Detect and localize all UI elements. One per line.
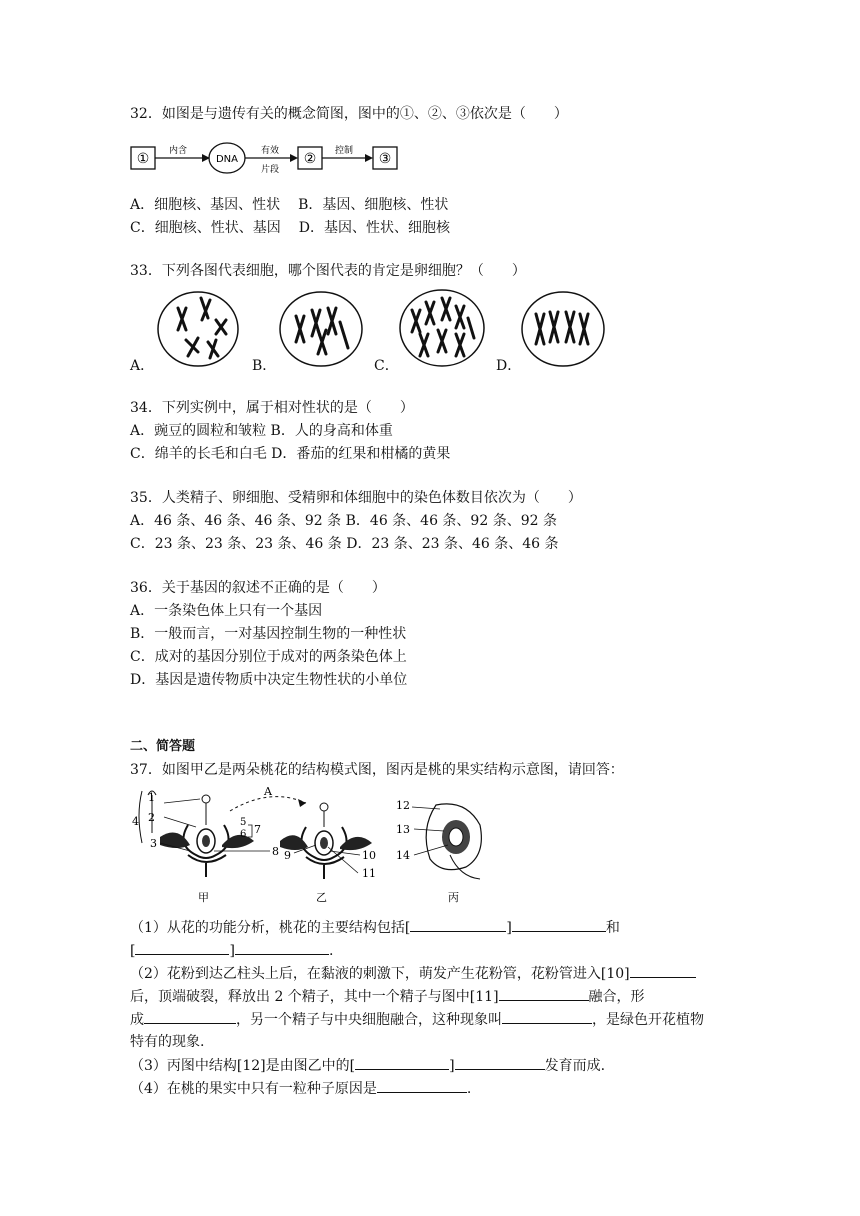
q37-p2-text-a: （2）花粉到达乙柱头上后，在黏液的刺激下，萌发产生花粉管，花粉管进入[10] bbox=[130, 966, 630, 982]
q33-label-c: C． bbox=[374, 358, 399, 374]
answer-blank-4[interactable] bbox=[235, 940, 329, 955]
q37-p1-text-f: . bbox=[328, 943, 334, 959]
cell-c-image bbox=[398, 288, 486, 368]
q37-p2-text-f: ，是绿色开花植物 bbox=[592, 1012, 704, 1028]
answer-blank-9[interactable] bbox=[355, 1055, 449, 1070]
q37-part2-line4 bbox=[130, 1032, 204, 1052]
fig-num-4: 4 bbox=[132, 815, 139, 828]
diagram-arrow3-label: 控制 bbox=[334, 146, 354, 156]
q34-stem: 34．下列实例中，属于相对性状的是（ ） bbox=[130, 400, 414, 416]
section-heading: 二、简答题 bbox=[130, 739, 196, 754]
q37-p3-text-b: ] bbox=[449, 1058, 455, 1074]
diagram-box3-label: ③ bbox=[378, 151, 392, 167]
q37-p3-text-a: （3）丙图中结构[12]是由图乙中的[ bbox=[130, 1058, 356, 1074]
answer-blank-3[interactable] bbox=[135, 940, 229, 955]
peach-flower-diagram bbox=[130, 785, 500, 907]
answer-blank-10[interactable] bbox=[455, 1055, 545, 1070]
fig-num-10: 10 bbox=[362, 849, 376, 862]
q37-p1-text-b: ] bbox=[506, 920, 512, 936]
q36-option-d: D．基因是遗传物质中决定生物性状的小单位 bbox=[130, 672, 408, 688]
answer-blank-1[interactable] bbox=[410, 917, 506, 932]
fig-label-jia: 甲 bbox=[198, 891, 209, 904]
q37-p1-text-e: ] bbox=[229, 943, 235, 959]
fig-num-1: 1 bbox=[148, 791, 155, 804]
fig-num-14: 14 bbox=[396, 849, 410, 862]
fig-num-6: 6 bbox=[240, 829, 247, 840]
fig-num-13: 13 bbox=[396, 823, 410, 836]
diagram-box2-label: ② bbox=[303, 151, 317, 167]
q35-options-row1: A．46 条、46 条、46 条、92 条 B．46 条、46 条、92 条、92 条 bbox=[130, 513, 557, 529]
q37-part1-line1 bbox=[130, 917, 620, 938]
answer-blank-6[interactable] bbox=[499, 986, 589, 1001]
fig-num-3: 3 bbox=[150, 837, 157, 850]
q37-p2-text-d: 成 bbox=[130, 1012, 144, 1028]
q37-p4-text-a: （4）在桃的果实中只有一粒种子原因是 bbox=[130, 1081, 377, 1097]
q37-part2-line3 bbox=[130, 1009, 704, 1030]
cell-b-image bbox=[278, 290, 364, 368]
q34-options-row2: C．绵羊的长毛和白毛 D．番茄的红果和柑橘的黄果 bbox=[130, 446, 451, 462]
q33-stem: 33．下列各图代表细胞，哪个图代表的肯定是卵细胞？（ ） bbox=[130, 263, 526, 279]
fig-num-11: 11 bbox=[362, 867, 376, 880]
q32-options-row2 bbox=[130, 218, 450, 238]
q32-option-a: A．细胞核、基因、性状 bbox=[130, 197, 281, 213]
q33-label-d: D． bbox=[496, 358, 522, 374]
q37-p1-text-c: 和 bbox=[605, 920, 620, 936]
diagram-arrow1-label: 内含 bbox=[168, 146, 188, 156]
q37-p2-text-b: 后，顶端破裂，释放出 2 个精子，其中一个精子与图中[11] bbox=[130, 989, 499, 1005]
answer-blank-5[interactable] bbox=[630, 963, 696, 978]
answer-blank-7[interactable] bbox=[144, 1009, 236, 1024]
q37-p1-text-a: （1）从花的功能分析，桃花的主要结构包括[ bbox=[130, 920, 411, 936]
diagram-arrow2-top: 有效 bbox=[260, 146, 280, 156]
q36-option-a: A．一条染色体上只有一个基因 bbox=[130, 603, 323, 619]
q32-options-row1 bbox=[130, 195, 448, 215]
q36-option-b: B．一般而言，一对基因控制生物的一种性状 bbox=[130, 626, 407, 642]
q37-part3 bbox=[130, 1055, 605, 1076]
q37-p3-text-c: 发育而成. bbox=[544, 1058, 606, 1074]
q35-options-row2: C．23 条、23 条、23 条、46 条 D．23 条、23 条、46 条、46 条 bbox=[130, 536, 559, 552]
answer-blank-2[interactable] bbox=[512, 917, 606, 932]
fig-num-8: 8 bbox=[272, 845, 279, 858]
q33-label-a: A． bbox=[130, 358, 155, 374]
fig-num-9: 9 bbox=[284, 849, 291, 862]
fig-num-7: 7 bbox=[254, 823, 261, 836]
q37-part4 bbox=[130, 1078, 471, 1099]
q32-stem: 32．如图是与遗传有关的概念简图，图中的①、②、③依次是（ ） bbox=[130, 106, 568, 122]
answer-blank-11[interactable] bbox=[377, 1078, 467, 1093]
q32-option-c: C．细胞核、性状、基因 bbox=[130, 220, 281, 236]
q37-p2-text-g: 特有的现象. bbox=[130, 1034, 205, 1050]
q37-p2-text-e: ，另一个精子与中央细胞融合，这种现象叫 bbox=[236, 1012, 502, 1028]
q37-stem: 37．如图甲乙是两朵桃花的结构模式图，图丙是桃的果实结构示意图，请回答： bbox=[130, 762, 624, 778]
answer-blank-8[interactable] bbox=[502, 1009, 592, 1024]
q32-concept-diagram bbox=[130, 140, 400, 176]
fig-label-A: A bbox=[264, 785, 272, 798]
fig-num-12: 12 bbox=[396, 799, 410, 812]
q37-p2-text-c: 融合，形 bbox=[588, 989, 645, 1005]
fig-num-5: 5 bbox=[240, 817, 247, 828]
q36-option-c: C．成对的基因分别位于成对的两条染色体上 bbox=[130, 649, 407, 665]
q35-stem: 35．人类精子、卵细胞、受精卵和体细胞中的染色体数目依次为（ ） bbox=[130, 490, 582, 506]
diagram-circle-label: DNA bbox=[215, 154, 239, 165]
diagram-arrow2-bottom: 片段 bbox=[260, 165, 280, 175]
q37-p1-text-d: [ bbox=[130, 943, 136, 959]
fig-label-bing: 丙 bbox=[448, 891, 459, 904]
q37-part2-line1 bbox=[130, 963, 696, 984]
q37-part1-line2 bbox=[130, 940, 333, 961]
cell-a-image bbox=[156, 290, 240, 368]
cell-d-image bbox=[520, 290, 606, 368]
q37-part2-line2 bbox=[130, 986, 645, 1007]
q32-option-b: B．基因、细胞核、性状 bbox=[298, 197, 449, 213]
q36-stem: 36．关于基因的叙述不正确的是（ ） bbox=[130, 580, 386, 596]
q34-options-row1: A．豌豆的圆粒和皱粒 B．人的身高和体重 bbox=[130, 423, 393, 439]
fig-num-2: 2 bbox=[148, 811, 155, 824]
q33-label-b: B． bbox=[252, 358, 277, 374]
q37-p4-text-b: . bbox=[466, 1081, 472, 1097]
diagram-box1-label: ① bbox=[136, 151, 150, 167]
fig-label-yi: 乙 bbox=[316, 891, 327, 904]
q32-option-d: D．基因、性状、细胞核 bbox=[298, 220, 450, 236]
